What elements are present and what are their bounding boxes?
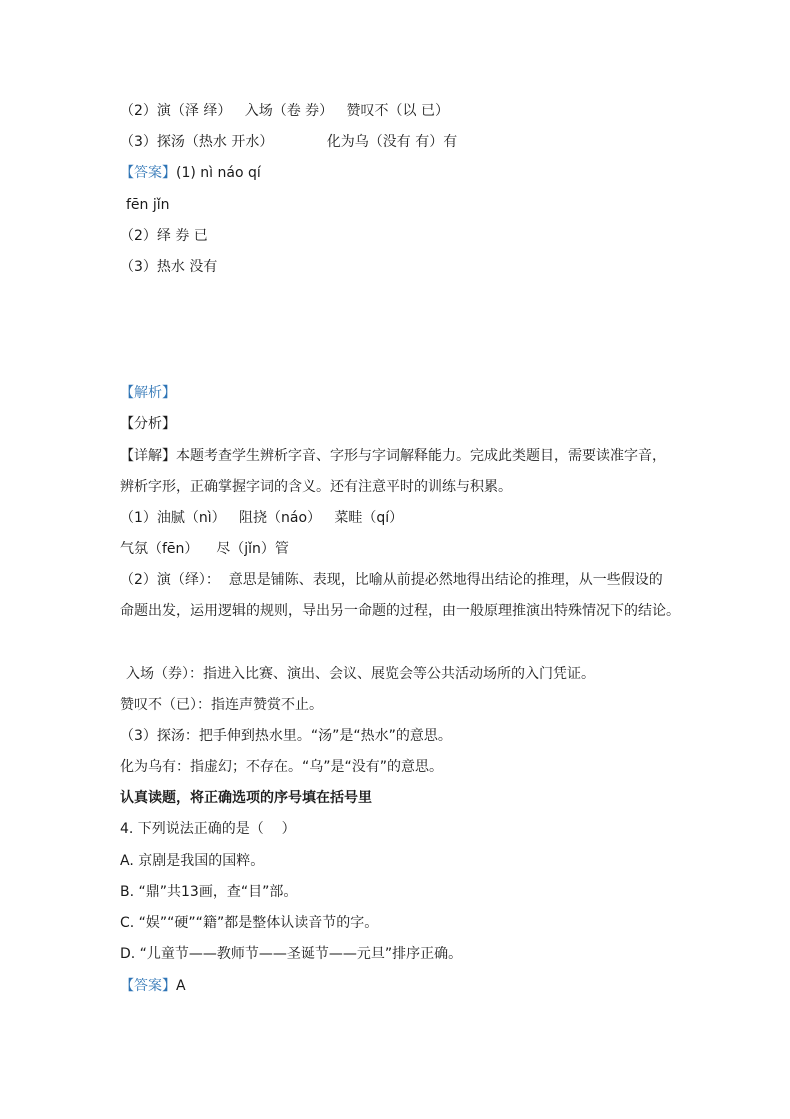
analysis-tag: 【解析】 [120, 385, 176, 401]
explanation-pinyin-2: 气氛（fēn） 尽（jǐn）管 [120, 541, 289, 557]
fenxi-tag: 【分析】 [120, 416, 176, 432]
answer-pinyin-2: fēn jǐn [126, 197, 170, 213]
explanation-ruchangquan: 入场（券）：指进入比赛、演出、会议、展览会等公共活动场所的入门凭证。 [126, 666, 595, 682]
answer-tag: 【答案】 [120, 165, 176, 181]
option-b: B. “鼎”共13画，查“目”部。 [120, 884, 298, 900]
answer-pinyin-1: (1) nì náo qí [176, 165, 261, 181]
explanation-pinyin-1: （1）油腻（nì） 阻挠（náo） 菜畦（qí） [120, 510, 404, 526]
explanation-huaweiwuyou: 化为乌有：指虚幻；不存在。“乌”是“没有”的意思。 [120, 759, 444, 775]
question-3-line-3: （3）探汤（热水 开水） 化为乌（没有 有）有 [120, 134, 458, 150]
xiangjie-tag: 【详解】 [120, 448, 176, 464]
option-a: A. 京剧是我国的国粹。 [120, 853, 265, 869]
answer-line-3: （2）绎 券 已 [120, 228, 208, 244]
xiangjie-line-1 [120, 446, 666, 466]
section-heading: 认真读题，将正确选项的序号填在括号里 [120, 790, 372, 806]
explanation-yanyi-2: 命题出发，运用逻辑的规则，导出另一命题的过程，由一般原理推演出特殊情况下的结论。 [120, 603, 680, 619]
question-4-stem: 4. 下列说法正确的是（ ） [120, 821, 296, 837]
option-c: C. “娱”“硬”“籍”都是整体认读音节的字。 [120, 915, 379, 931]
question-4-answer [120, 976, 186, 996]
explanation-tantang: （3）探汤：把手伸到热水里。“汤”是“热水”的意思。 [120, 728, 452, 744]
xiangjie-line-2: 辨析字形，正确掌握字词的含义。还有注意平时的训练与积累。 [120, 479, 512, 495]
option-d: D. “儿童节——教师节——圣诞节——元旦”排序正确。 [120, 946, 463, 962]
xiangjie-text: 本题考查学生辨析字音、字形与字词解释能力。完成此类题目，需要读准字音， [176, 448, 666, 464]
answer-value-q4: A [176, 978, 186, 994]
answer-tag-q4: 【答案】 [120, 978, 176, 994]
question-3-line-2: （2）演（泽 绎） 入场（卷 券） 赞叹不（以 已） [120, 103, 449, 119]
explanation-yanyi-1: （2）演（绎）： 意思是铺陈、表现，比喻从前提必然地得出结论的推理，从一些假设的 [120, 572, 663, 588]
explanation-zantanbuyi: 赞叹不（已）：指连声赞赏不止。 [120, 697, 323, 713]
answer-line-4: （3）热水 没有 [120, 259, 218, 275]
answer-line-1 [120, 163, 261, 183]
